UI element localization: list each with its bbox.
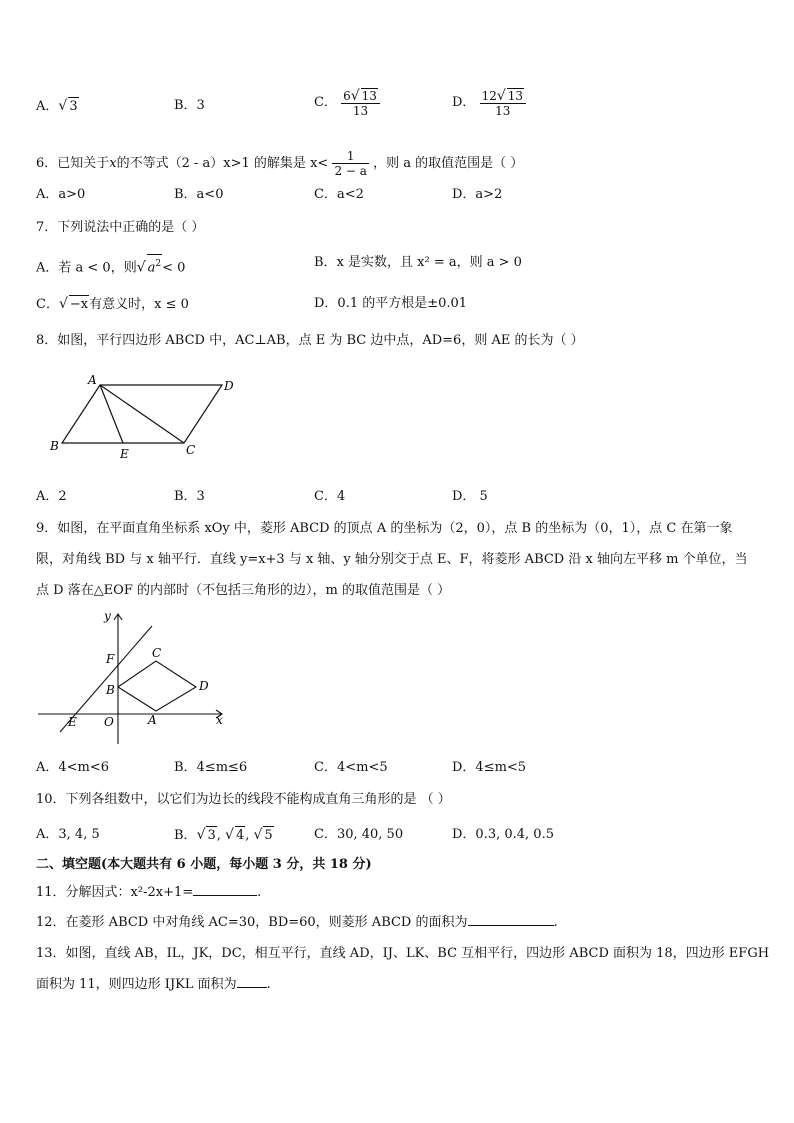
- segment-ae: [100, 385, 123, 443]
- q8-parallelogram-figure: [40, 370, 250, 465]
- q7-stem: 7．下列说法中正确的是（ ）: [36, 220, 205, 235]
- q6-stem: 6．已知关于x的不等式（2 - a）x>1 的解集是 x< $\frac{1}{2 - a}$ ，则 a 的取值范围是（ ）: [36, 149, 524, 178]
- q5-option-b: B．3: [174, 98, 205, 113]
- q11-answer-blank[interactable]: [193, 895, 257, 896]
- diagonal-ac: [100, 385, 184, 443]
- label-c: C: [186, 443, 196, 457]
- q5-option-d: D． $\frac{12√ 13}{13}$: [452, 88, 526, 118]
- q7-option-b: B．x 是实数，且 x² = a，则 a > 0: [314, 255, 522, 270]
- q8-option-a: A．2: [36, 489, 67, 504]
- q9-option-a: A．4<m<6: [36, 760, 110, 775]
- q9-option-c: C．4<m<5: [314, 760, 388, 775]
- label-b: B: [106, 683, 115, 697]
- label-d: D: [199, 679, 209, 693]
- q9-option-d: D．4≤m<5: [452, 760, 527, 775]
- q13-line2: 面积为 11，则四边形 IJKL 面积为 .: [36, 977, 271, 992]
- q10-option-c: C．30, 40, 50: [314, 827, 404, 842]
- q9-coordinate-figure: [34, 608, 234, 748]
- q9-option-b: B．4≤m≤6: [174, 760, 248, 775]
- q9-stem-line2: 限，对角线 BD 与 x 轴平行．直线 y=x+3 与 x 轴、y 轴分别交于点 E、F，将菱形 ABCD 沿 x 轴向左平移 m 个单位，当: [36, 552, 748, 567]
- q9-stem-line3: 点 D 落在△EOF 的内部时（不包括三角形的边），m 的取值范围是（ ）: [36, 583, 451, 598]
- q12-question: 12．在菱形 ABCD 中对角线 AC=30，BD=60，则菱形 ABCD 的面积为 .: [36, 915, 558, 930]
- label-d: D: [224, 379, 234, 393]
- q10-option-a: A．3, 4, 5: [36, 827, 100, 842]
- label-e: E: [120, 447, 129, 461]
- q7-option-c: C．√ −x有意义时，x ≤ 0: [36, 296, 189, 312]
- q10-option-d: D．0.3, 0.4, 0.5: [452, 827, 554, 842]
- q6-option-a: A．a>0: [36, 187, 86, 202]
- label-x: x: [216, 713, 223, 727]
- q7-option-d: D．0.1 的平方根是±0.01: [314, 296, 468, 311]
- label-o: O: [104, 715, 114, 729]
- section-heading: 二、填空题(本大题共有 6 小题，每小题 3 分，共 18 分): [36, 857, 372, 872]
- q9-stem-line1: 9．如图，在平面直角坐标系 xOy 中，菱形 ABCD 的顶点 A 的坐标为（2，0），点 B 的坐标为（0，1），点 C 在第一象: [36, 521, 733, 536]
- q6-option-c: C．a<2: [314, 187, 364, 202]
- label-a: A: [148, 713, 157, 727]
- q6-option-b: B．a<0: [174, 187, 224, 202]
- label-f: F: [106, 652, 115, 666]
- q8-option-d: D． 5: [452, 489, 488, 504]
- q12-answer-blank[interactable]: [468, 925, 554, 926]
- q8-option-b: B．3: [174, 489, 205, 504]
- label-e: E: [68, 715, 77, 729]
- q5-option-c: C． $\frac{6√ 13}{13}$: [314, 88, 380, 118]
- q10-stem: 10．下列各组数中，以它们为边长的线段不能构成直角三角形的是 （ ）: [36, 792, 451, 807]
- q6-option-d: D．a>2: [452, 187, 503, 202]
- label-a: A: [88, 373, 97, 387]
- label-b: B: [50, 439, 59, 453]
- q13-line1: 13．如图，直线 AB，IL，JK，DC，相互平行，直线 AD，IJ、LK、BC 互相平行，四边形 ABCD 面积为 18，四边形 EFGH: [36, 946, 770, 961]
- q5-option-a: A．√ 3: [36, 98, 78, 114]
- label-y: y: [104, 609, 111, 623]
- label-c: C: [152, 646, 162, 660]
- q8-stem: 8．如图，平行四边形 ABCD 中，AC⊥AB，点 E 为 BC 边中点，AD=6，则 AE 的长为（ ）: [36, 333, 584, 348]
- q7-option-a: A．若 a < 0，则√ $a^2< 0$: [36, 254, 185, 277]
- q10-option-b: B．√ 3, √ 4, √ 5: [174, 827, 273, 843]
- q11-question: 11．分解因式：x²-2x+1= .: [36, 885, 262, 900]
- rhombus-abcd: [118, 661, 196, 711]
- q13-answer-blank[interactable]: [237, 987, 267, 988]
- q8-option-c: C．4: [314, 489, 346, 504]
